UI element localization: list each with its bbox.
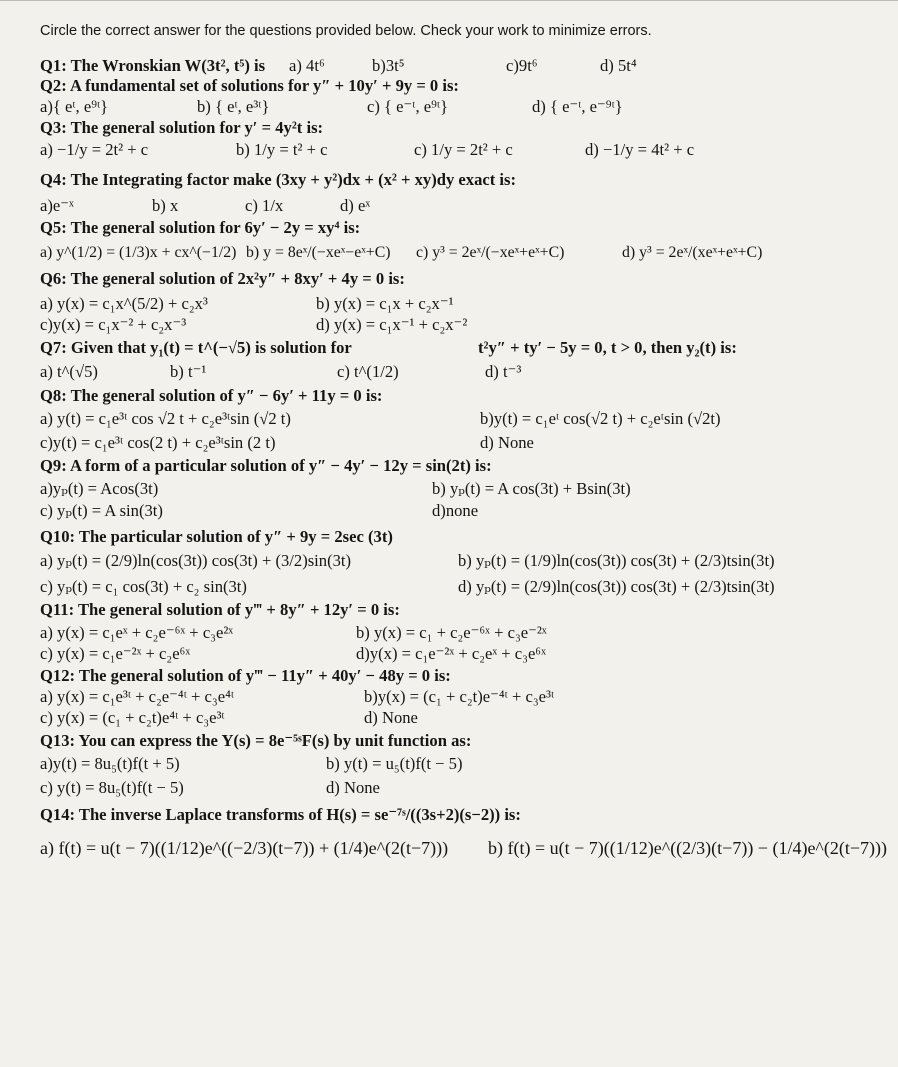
answer-option[interactable]: b) 1/y = t² + c xyxy=(236,140,328,159)
answer-option[interactable]: b) y = 8eˣ/(−xeˣ−eˣ+C) xyxy=(246,244,391,261)
answer-option[interactable]: c) y(x) = c₁e⁻²ˣ + c₂e⁶ˣ xyxy=(40,644,191,663)
answer-option[interactable]: d) eˣ xyxy=(340,196,371,215)
answer-option[interactable]: c)y(x) = c₁x⁻² + c₂x⁻³ xyxy=(40,315,187,334)
answer-option[interactable]: c) { e⁻ᵗ, e⁹ᵗ} xyxy=(367,97,449,116)
answer-option[interactable]: b)y(t) = c₁eᵗ cos(√2 t) + c₂eᵗsin (√2t) xyxy=(480,409,721,428)
answer-option[interactable]: c) t^(1/2) xyxy=(337,362,399,381)
answer-option[interactable]: b) y(x) = c₁x + c₂x⁻¹ xyxy=(316,294,454,313)
answer-option[interactable]: a) y^(1/2) = (1/3)x + cx^(−1/2) xyxy=(40,244,237,261)
answer-option[interactable]: b) x xyxy=(152,196,179,215)
question-text: t²y″ + ty′ − 5y = 0, t > 0, then y₂(t) is: xyxy=(478,338,737,357)
answer-option[interactable]: c) yₚ(t) = A sin(3t) xyxy=(40,501,163,520)
answer-option[interactable]: b) f(t) = u(t − 7)((1/12)e^((2/3)(t−7)) − (1/4)e^(2(t−7))) xyxy=(488,838,888,858)
question-text: Q12: The general solution of y‴ − 11y″ + 40y′ − 48y = 0 is: xyxy=(40,666,451,685)
answer-option[interactable]: a) 4t⁶ xyxy=(289,56,325,75)
answer-option[interactable]: b) y(t) = u₅(t)f(t − 5) xyxy=(326,754,463,773)
answer-option[interactable]: b) y(x) = c₁ + c₂e⁻⁶ˣ + c₃e⁻²ˣ xyxy=(356,623,547,642)
answer-option[interactable]: a) y(t) = c₁e³ᵗ cos √2 t + c₂e³ᵗsin (√2 t) xyxy=(40,409,291,428)
answer-option[interactable]: d) None xyxy=(480,433,534,452)
answer-option[interactable]: d) 5t⁴ xyxy=(600,56,637,75)
question-text: Q4: The Integrating factor make (3xy + y²)dx + (x² + xy)dy exact is: xyxy=(40,170,517,189)
answer-option[interactable]: d)y(x) = c₁e⁻²ˣ + c₂eˣ + c₃e⁶ˣ xyxy=(356,644,546,663)
answer-option[interactable]: a)e⁻ˣ xyxy=(40,196,74,215)
answer-option[interactable]: b) { eᵗ, e³ᵗ} xyxy=(197,97,270,116)
top-rule xyxy=(0,0,898,1)
answer-option[interactable]: a) f(t) = u(t − 7)((1/12)e^((−2/3)(t−7)) + (1/4)e^(2(t−7))) xyxy=(40,838,449,858)
answer-option[interactable]: a) y(x) = c₁eˣ + c₂e⁻⁶ˣ + c₃e²ˣ xyxy=(40,623,234,642)
answer-option[interactable]: c) y³ = 2eˣ/(−xeˣ+eˣ+C) xyxy=(416,244,565,261)
answer-option[interactable]: a) y(x) = c₁e³ᵗ + c₂e⁻⁴ᵗ + c₃e⁴ᵗ xyxy=(40,687,235,706)
answer-option[interactable]: b)3t⁵ xyxy=(372,56,405,75)
answer-option[interactable]: c)y(t) = c₁e³ᵗ cos(2 t) + c₂e³ᵗsin (2 t) xyxy=(40,433,276,452)
answer-option[interactable]: d) y(x) = c₁x⁻¹ + c₂x⁻² xyxy=(316,315,468,334)
answer-option[interactable]: b) t⁻¹ xyxy=(170,362,207,381)
answer-option[interactable]: a) yₚ(t) = (2/9)ln(cos(3t)) cos(3t) + (3/2)sin(3t) xyxy=(40,551,352,570)
answer-option[interactable]: a) t^(√5) xyxy=(40,362,98,381)
answer-option[interactable]: c) y(x) = (c₁ + c₂t)e⁴ᵗ + c₃e³ᵗ xyxy=(40,708,225,727)
answer-option[interactable]: d) t⁻³ xyxy=(485,362,522,381)
answer-option[interactable]: c) y(t) = 8u₅(t)f(t − 5) xyxy=(40,778,184,797)
answer-option[interactable]: b) yₚ(t) = A cos(3t) + Bsin(3t) xyxy=(432,479,631,498)
question-text: Q9: A form of a particular solution of y″ − 4y′ − 12y = sin(2t) is: xyxy=(40,456,492,475)
question-text: Q3: The general solution for y′ = 4y²t is: xyxy=(40,118,324,137)
answer-option[interactable]: d) yₚ(t) = (2/9)ln(cos(3t)) cos(3t) + (2/3)tsin(3t) xyxy=(458,577,775,596)
answer-option[interactable]: d) −1/y = 4t² + c xyxy=(585,140,695,159)
question-text: Q5: The general solution for 6y′ − 2y = xy⁴ is: xyxy=(40,218,361,237)
answer-option[interactable]: c) 1/x xyxy=(245,196,284,215)
answer-option[interactable]: c) 1/y = 2t² + c xyxy=(414,140,513,159)
question-text: Q8: The general solution of y″ − 6y′ + 11y = 0 is: xyxy=(40,386,383,405)
question-text: Q14: The inverse Laplace transforms of H(s) = se⁻⁷ˢ/((3s+2)(s−2)) is: xyxy=(40,805,521,824)
answer-option[interactable]: d) None xyxy=(364,708,418,727)
answer-option[interactable]: a){ eᵗ, e⁹ᵗ} xyxy=(40,97,109,116)
answer-option[interactable]: d) None xyxy=(326,778,380,797)
question-text: Q13: You can express the Y(s) = 8e⁻⁵ˢF(s) by unit function as: xyxy=(40,731,472,750)
question-text: Q10: The particular solution of y″ + 9y = 2sec (3t) xyxy=(40,527,393,546)
question-text: Q11: The general solution of y‴ + 8y″ + 12y′ = 0 is: xyxy=(40,600,400,619)
instructions-text: Circle the correct answer for the questions provided below. Check your work to minimize errors. xyxy=(40,23,652,39)
answer-option[interactable]: c)9t⁶ xyxy=(506,56,538,75)
answer-option[interactable]: a) −1/y = 2t² + c xyxy=(40,140,149,159)
answer-option[interactable]: b)y(x) = (c₁ + c₂t)e⁻⁴ᵗ + c₃e³ᵗ xyxy=(364,687,555,706)
question-text: Q2: A fundamental set of solutions for y″ + 10y′ + 9y = 0 is: xyxy=(40,76,459,95)
answer-option[interactable]: d)none xyxy=(432,501,479,520)
answer-option[interactable]: d) y³ = 2eˣ/(xeˣ+eˣ+C) xyxy=(622,244,763,261)
answer-option[interactable]: a)yₚ(t) = Acos(3t) xyxy=(40,479,159,498)
answer-option[interactable]: d) { e⁻ᵗ, e⁻⁹ᵗ} xyxy=(532,97,623,116)
answer-option[interactable]: b) yₚ(t) = (1/9)ln(cos(3t)) cos(3t) + (2/3)tsin(3t) xyxy=(458,551,775,570)
question-text: Q7: Given that y₁(t) = t^(−√5) is solution for xyxy=(40,338,352,357)
answer-option[interactable]: c) yₚ(t) = c₁ cos(3t) + c₂ sin(3t) xyxy=(40,577,247,596)
answer-option[interactable]: a)y(t) = 8u₅(t)f(t + 5) xyxy=(40,754,180,773)
answer-option[interactable]: a) y(x) = c₁x^(5/2) + c₂x³ xyxy=(40,294,208,313)
question-text: Q6: The general solution of 2x²y″ + 8xy′ + 4y = 0 is: xyxy=(40,269,405,288)
question-text: Q1: The Wronskian W(3t², t⁵) is xyxy=(40,56,266,75)
